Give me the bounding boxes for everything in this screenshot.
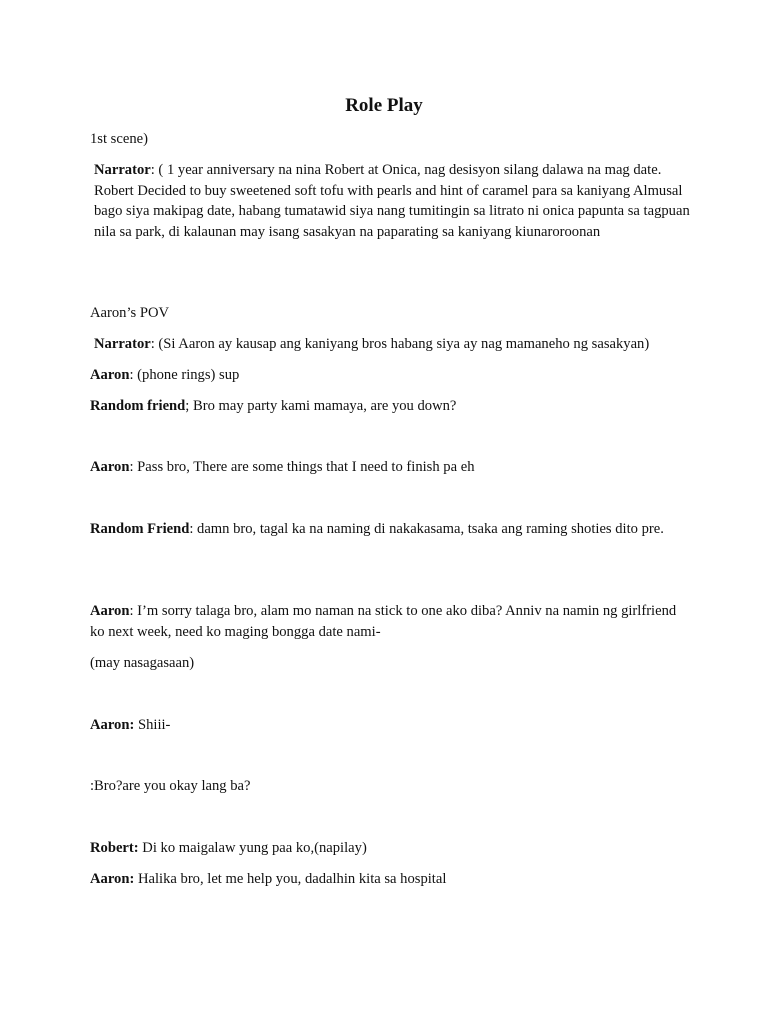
script-line-aaron-4	[90, 715, 690, 736]
speaker-name: Aaron:	[90, 717, 135, 733]
script-line-unnamed	[90, 776, 690, 797]
speaker-name: Random Friend	[90, 521, 190, 537]
document-title: Role Play	[345, 95, 423, 116]
stage-direction	[90, 653, 690, 674]
speaker-name: Aaron	[90, 603, 130, 619]
speaker-name: Aaron	[90, 367, 130, 383]
line-text: : ( 1 year anniversary na nina Robert at Onica, nag desisyon silang dalawa na mag date. Robert Decided to buy sweetened soft tofu with pearls and hint of caramel para sa kaniyang Almusal bago siya makipag date, habang tumatawid siya nang tumitingin sa litrato ni onica papunta sa tagpuan nila sa park, di kalaunan may isang sasakyan na paparating sa kaniyang kiunaroroonan	[94, 162, 690, 240]
line-text: : damn bro, tagal ka na naming di nakakasama, tsaka ang raming shoties dito pre.	[189, 521, 664, 537]
speaker-name: Robert:	[90, 840, 139, 856]
line-text: :Bro?are you okay lang ba?	[90, 778, 251, 794]
speaker-name: Narrator	[94, 336, 151, 352]
speaker-name: Aaron:	[90, 871, 135, 887]
line-text: : (phone rings) sup	[129, 367, 240, 383]
line-text: Di ko maigalaw yung paa ko,(napilay)	[138, 840, 367, 856]
line-text: ; Bro may party kami mamaya, are you down?	[185, 398, 457, 414]
speaker-name: Aaron	[90, 459, 130, 475]
line-text: : I’m sorry talaga bro, alam mo naman na stick to one ako diba? Anniv na namin ng girlfriend ko next week, need ko maging bongga date nami-	[90, 603, 677, 640]
line-text: (may nasagasaan)	[90, 655, 195, 671]
pov-heading	[90, 303, 690, 324]
speaker-name: Random friend	[90, 398, 186, 414]
script-line-aaron-2	[90, 457, 690, 478]
script-line-friend-2	[90, 519, 690, 540]
line-text: Aaron’s POV	[90, 305, 170, 321]
scene-text: 1st scene)	[90, 131, 148, 147]
script-line-aaron-5	[90, 869, 690, 890]
line-text: Halika bro, let me help you, dadalhin kita sa hospital	[134, 871, 447, 887]
line-text: : (Si Aaron ay kausap ang kaniyang bros habang siya ay nag mamaneho ng sasakyan)	[150, 336, 650, 352]
scene-heading	[90, 129, 690, 150]
script-line-aaron-3	[90, 601, 690, 642]
script-line-robert	[90, 838, 690, 859]
line-text: Shiii-	[134, 717, 171, 733]
speaker-name: Narrator	[94, 162, 151, 178]
script-line-aaron-1	[90, 365, 690, 386]
script-line-narrator-1	[90, 160, 694, 242]
script-line-narrator-2	[90, 334, 694, 355]
script-line-friend-1	[90, 396, 690, 417]
line-text: : Pass bro, There are some things that I need to finish pa eh	[129, 459, 475, 475]
